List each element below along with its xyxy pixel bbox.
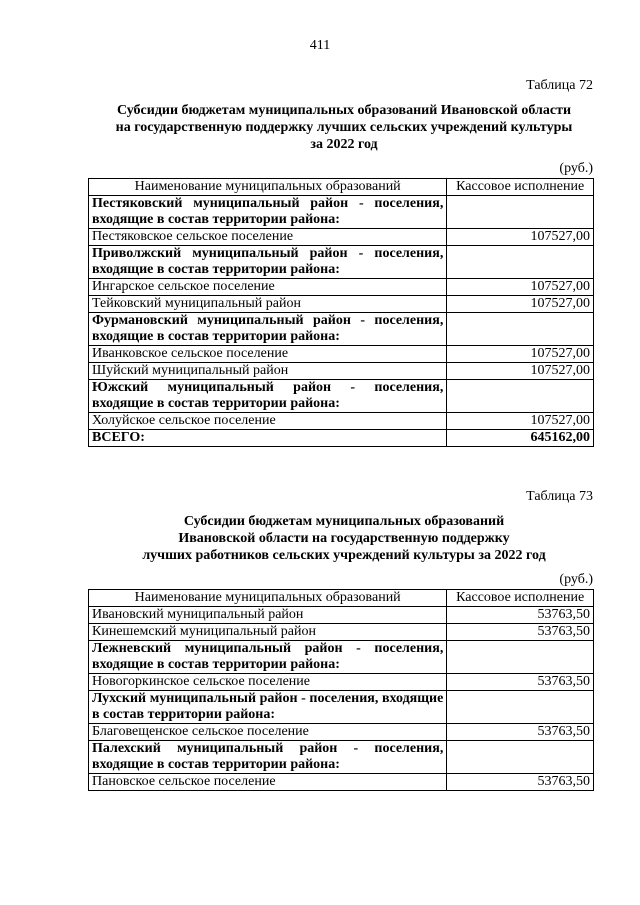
row-value-cell: 53763,50 [447, 724, 594, 741]
table-row [89, 724, 594, 741]
row-value-cell: 107527,00 [447, 296, 594, 313]
table-row [89, 413, 594, 430]
row-value-cell: 53763,50 [447, 774, 594, 791]
table-row [89, 246, 594, 279]
row-name-cell: Пановское сельское поселение [89, 774, 447, 791]
row-value-cell [447, 741, 594, 774]
table-73-title-line: Субсидии бюджетам муниципальных образований [183, 514, 505, 529]
table-row [89, 296, 594, 313]
table-72-unit: (руб.) [559, 161, 593, 176]
table-row [89, 279, 594, 296]
row-name-cell: Кинешемский муниципальный район [89, 624, 447, 641]
table-72-title-line: Субсидии бюджетам муниципальных образований Ивановской области [116, 103, 572, 118]
table-73 [88, 589, 594, 791]
row-name-cell: Ингарское сельское поселение [89, 279, 447, 296]
row-value-cell: 53763,50 [447, 674, 594, 691]
total-value-cell: 645162,00 [447, 430, 594, 447]
row-name-cell: Лухский муниципальный район - поселения, входящие в состав территории района: [89, 691, 447, 724]
total-row [89, 430, 594, 447]
table-row [89, 691, 594, 724]
row-name-cell: Южский муниципальный район - поселения, входящие в состав территории района: [89, 380, 447, 413]
row-value-cell [447, 246, 594, 279]
header-value-cell: Кассовое исполнение [447, 590, 594, 607]
row-name-cell: Иванковское сельское поселение [89, 346, 447, 363]
header-value-cell: Кассовое исполнение [447, 179, 594, 196]
table-72-title [84, 102, 604, 153]
row-name-cell: Шуйский муниципальный район [89, 363, 447, 380]
table-73-unit: (руб.) [559, 572, 593, 587]
row-value-cell: 53763,50 [447, 624, 594, 641]
table-73-title-line: Ивановской области на государственную поддержку [178, 531, 510, 546]
row-name-cell: Фурмановский муниципальный район - поселения, входящие в состав территории района: [89, 313, 447, 346]
table-72-title-line: на государственную поддержку лучших сельских учреждений культуры [115, 120, 573, 135]
row-name-cell: Холуйское сельское поселение [89, 413, 447, 430]
table-row [89, 229, 594, 246]
row-value-cell [447, 691, 594, 724]
row-name-cell: Приволжский муниципальный район - поселения, входящие в состав территории района: [89, 246, 447, 279]
total-label-cell: ВСЕГО: [89, 430, 447, 447]
table-row [89, 641, 594, 674]
table-row [89, 624, 594, 641]
row-value-cell [447, 196, 594, 229]
table-73-title [84, 513, 604, 564]
row-value-cell: 107527,00 [447, 346, 594, 363]
row-name-cell: Пестяковское сельское поселение [89, 229, 447, 246]
table-row [89, 607, 594, 624]
row-value-cell [447, 313, 594, 346]
row-value-cell: 107527,00 [447, 279, 594, 296]
table-73-title-line: лучших работников сельских учреждений культуры за 2022 год [142, 548, 546, 563]
table-72-title-line: за 2022 год [310, 137, 378, 152]
page-number: 411 [309, 38, 331, 53]
table-row [89, 380, 594, 413]
row-name-cell: Лежневский муниципальный район - поселения, входящие в состав территории района: [89, 641, 447, 674]
table-header-row [89, 590, 594, 607]
row-name-cell: Тейковский муниципальный район [89, 296, 447, 313]
table-row [89, 363, 594, 380]
row-value-cell: 107527,00 [447, 229, 594, 246]
table-72-label: Таблица 72 [526, 78, 593, 93]
row-name-cell: Пестяковский муниципальный район - поселения, входящие в состав территории района: [89, 196, 447, 229]
table-row [89, 346, 594, 363]
table-row [89, 313, 594, 346]
table-73-label: Таблица 73 [526, 489, 593, 504]
table-row [89, 196, 594, 229]
header-name-cell: Наименование муниципальных образований [89, 179, 447, 196]
header-name-cell: Наименование муниципальных образований [89, 590, 447, 607]
row-value-cell: 107527,00 [447, 363, 594, 380]
table-header-row [89, 179, 594, 196]
table-row [89, 774, 594, 791]
row-name-cell: Новогоркинское сельское поселение [89, 674, 447, 691]
row-value-cell [447, 641, 594, 674]
row-name-cell: Благовещенское сельское поселение [89, 724, 447, 741]
table-72 [88, 178, 594, 447]
table-row [89, 674, 594, 691]
row-value-cell [447, 380, 594, 413]
row-name-cell: Ивановский муниципальный район [89, 607, 447, 624]
row-value-cell: 107527,00 [447, 413, 594, 430]
table-row [89, 741, 594, 774]
row-value-cell: 53763,50 [447, 607, 594, 624]
row-name-cell: Палехский муниципальный район - поселения, входящие в состав территории района: [89, 741, 447, 774]
